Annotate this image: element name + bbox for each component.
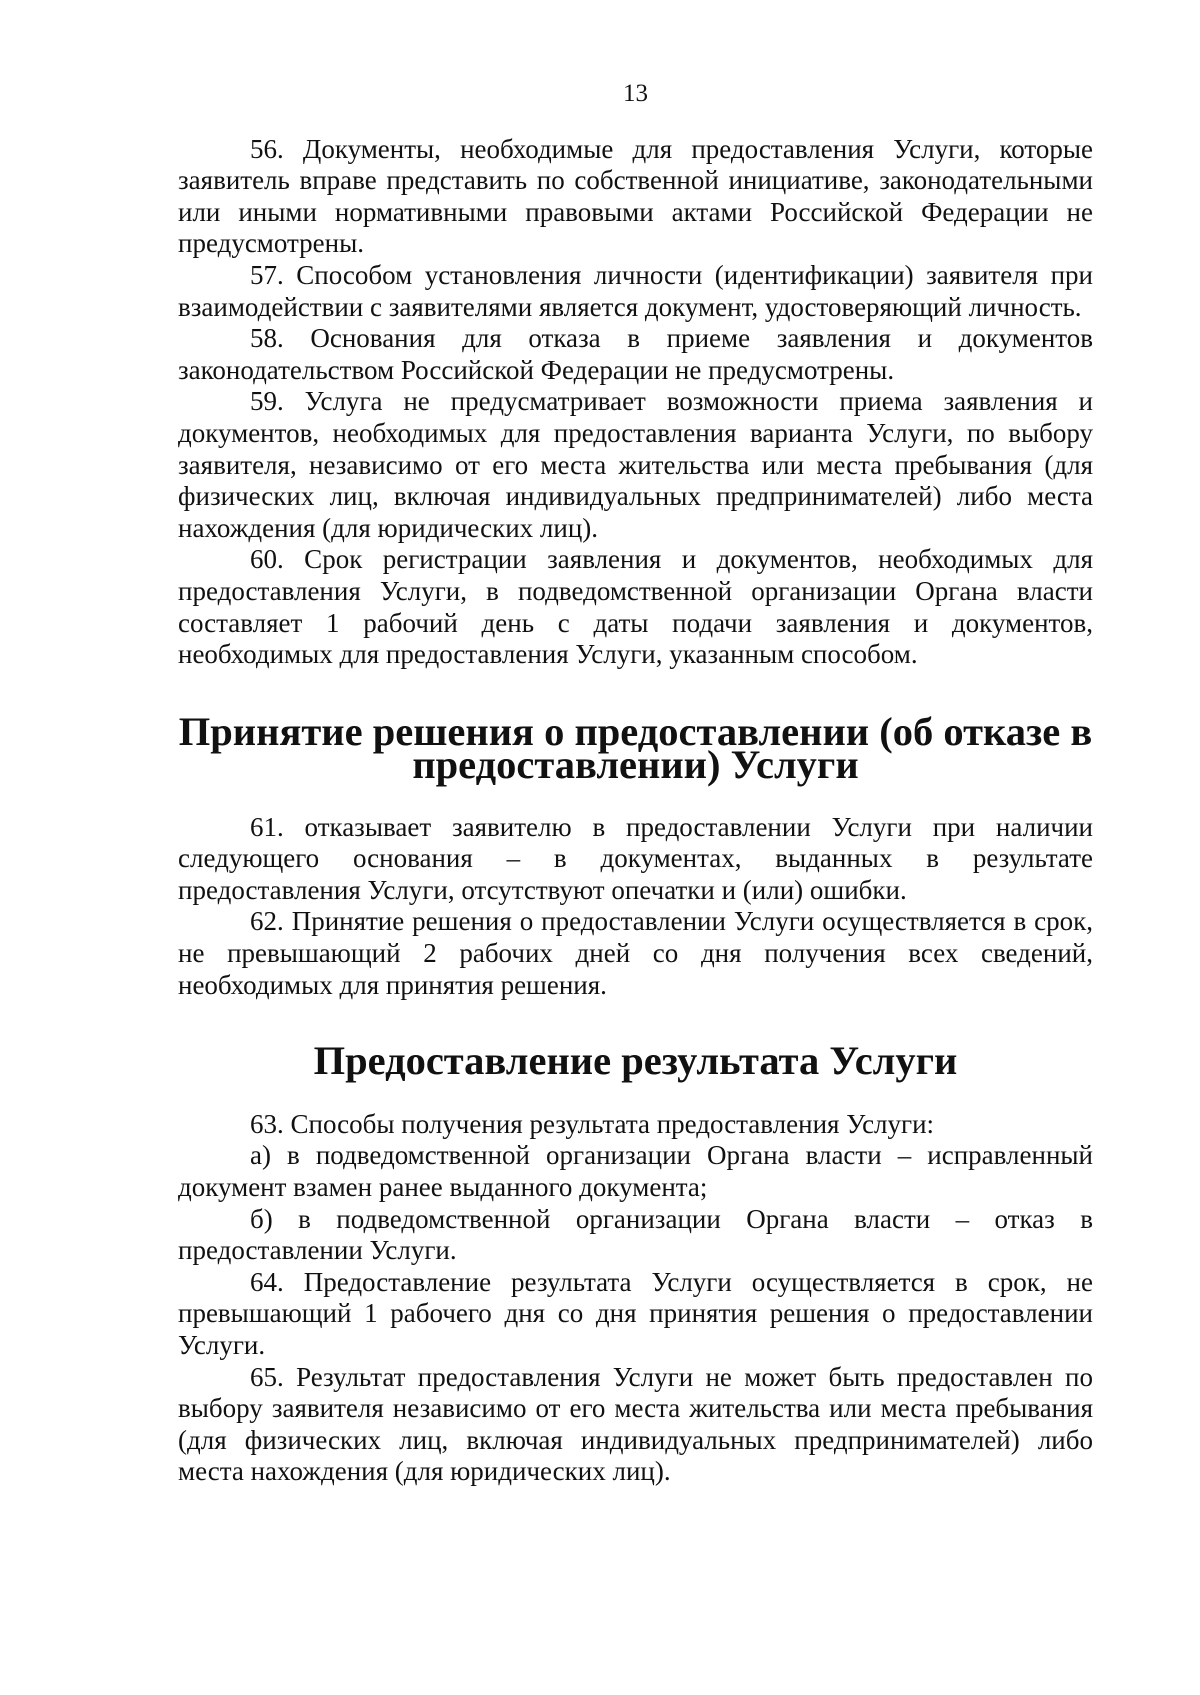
section-heading-decision: Принятие решения о предоставлении (об отказе в предоставлении) Услуги bbox=[178, 708, 1093, 787]
paragraph-63-b: б) в подведомственной организации Органа власти – отказ в предоставлении Услуги. bbox=[178, 1203, 1093, 1266]
paragraph-56: 56. Документы, необходимые для предоставления Услуги, которые заявитель вправе представить по собственной инициативе, законодательными или иными нормативными правовыми актами Российской Федерации не предусмотрены. bbox=[178, 133, 1093, 259]
paragraph-59: 59. Услуга не предусматривает возможности приема заявления и документов, необходимых для предоставления варианта Услуги, по выбору заявителя, независимо от его места жительства или места пребывания (для физических лиц, включая индивидуальных предпринимателей) либо места нахождения (для юридических лиц). bbox=[178, 386, 1093, 543]
page-number: 13 bbox=[623, 80, 648, 107]
paragraph-62: 62. Принятие решения о предоставлении Услуги осуществляется в срок, не превышающий 2 рабочих дней со дня получения всех сведений, необходимых для принятия решения. bbox=[178, 906, 1093, 1000]
paragraph-65: 65. Результат предоставления Услуги не может быть предоставлен по выбору заявителя независимо от его места жительства или места пребывания (для физических лиц, включая индивидуальных предпринимателей) либо места нахождения (для юридических лиц). bbox=[178, 1361, 1093, 1487]
paragraph-64: 64. Предоставление результата Услуги осуществляется в срок, не превышающий 1 рабочего дня со дня принятия решения о предоставлении Услуги. bbox=[178, 1266, 1093, 1360]
paragraph-63: 63. Способы получения результата предоставления Услуги: bbox=[250, 1108, 935, 1139]
paragraph-57: 57. Способом установления личности (идентификации) заявителя при взаимодействии с заявителями является документ, удостоверяющий личность. bbox=[178, 259, 1093, 322]
paragraph-63-a: а) в подведомственной организации Органа власти – исправленный документ взамен ранее выданного документа; bbox=[178, 1140, 1093, 1203]
section-heading-result: Предоставление результата Услуги bbox=[313, 1038, 958, 1084]
document-page bbox=[178, 78, 1093, 1488]
paragraph-61: 61. отказывает заявителю в предоставлении Услуги при наличии следующего основания – в документах, выданных в результате предоставления Услуги, отсутствуют опечатки и (или) ошибки. bbox=[178, 811, 1093, 905]
paragraph-60: 60. Срок регистрации заявления и документов, необходимых для предоставления Услуги, в подведомственной организации Органа власти составляет 1 рабочий день с даты подачи заявления и документов, необходимых для предоставления Услуги, указанным способом. bbox=[178, 544, 1093, 670]
paragraph-58: 58. Основания для отказа в приеме заявления и документов законодательством Российской Федерации не предусмотрены. bbox=[178, 323, 1093, 385]
